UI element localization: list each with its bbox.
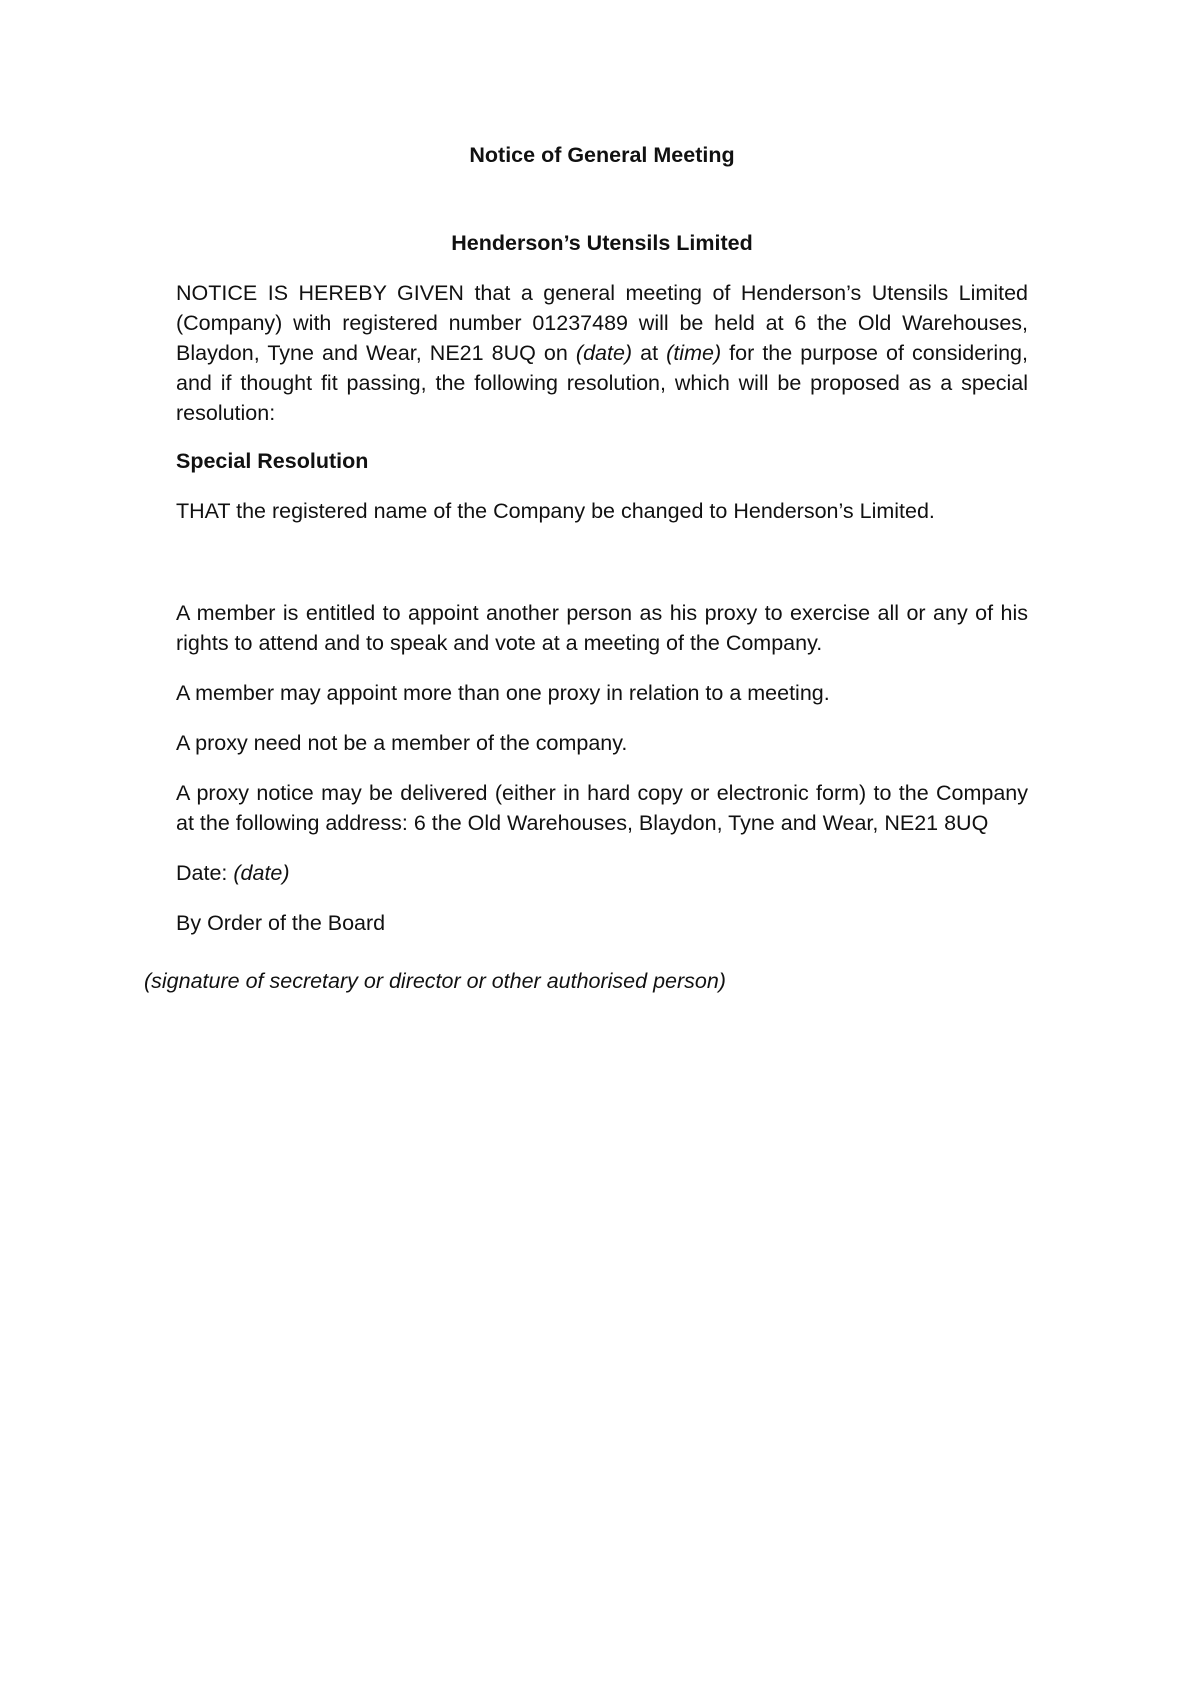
meeting-time-placeholder: (time) [666,341,722,365]
notice-text-part-2: at [632,341,667,365]
proxy-membership-paragraph: A proxy need not be a member of the company. [176,731,628,755]
order-of-board-line: By Order of the Board [176,911,386,935]
signature-placeholder: (signature of secretary or director or other authorised person) [144,969,726,993]
resolution-heading: Special Resolution [176,449,369,473]
notice-date-placeholder: (date) [233,861,290,885]
multiple-proxy-paragraph: A member may appoint more than one proxy in relation to a meeting. [176,681,830,705]
date-label: Date: [176,861,234,885]
notice-paragraph [176,278,1028,428]
document-title: Notice of General Meeting [469,143,735,167]
notice-date-line [176,858,1028,888]
resolution-text: THAT the registered name of the Company be changed to Henderson’s Limited. [176,499,935,523]
notice-text-part-1: NOTICE IS HEREBY GIVEN that a general meeting of Henderson’s Utensils Limited (Company) with registered number 01237489 will be held at 6 the Old Warehouses, Blaydon, Tyne and Wear, NE21 8UQ on [176,281,1028,365]
company-name-heading: Henderson’s Utensils Limited [451,231,753,255]
meeting-date-placeholder: (date) [575,341,633,365]
proxy-delivery-paragraph: A proxy notice may be delivered (either in hard copy or electronic form) to the Company at the following address: 6 the Old Warehouses, Blaydon, Tyne and Wear, NE21 8UQ [176,781,1028,835]
proxy-entitlement-paragraph: A member is entitled to appoint another person as his proxy to exercise all or any of his rights to attend and to speak and vote at a meeting of the Company. [176,601,1028,655]
document-body [144,140,1028,996]
notice-text-part-3: for the purpose of considering, and if thought fit passing, the following resolution, which will be proposed as a special resolution: [176,341,1028,425]
